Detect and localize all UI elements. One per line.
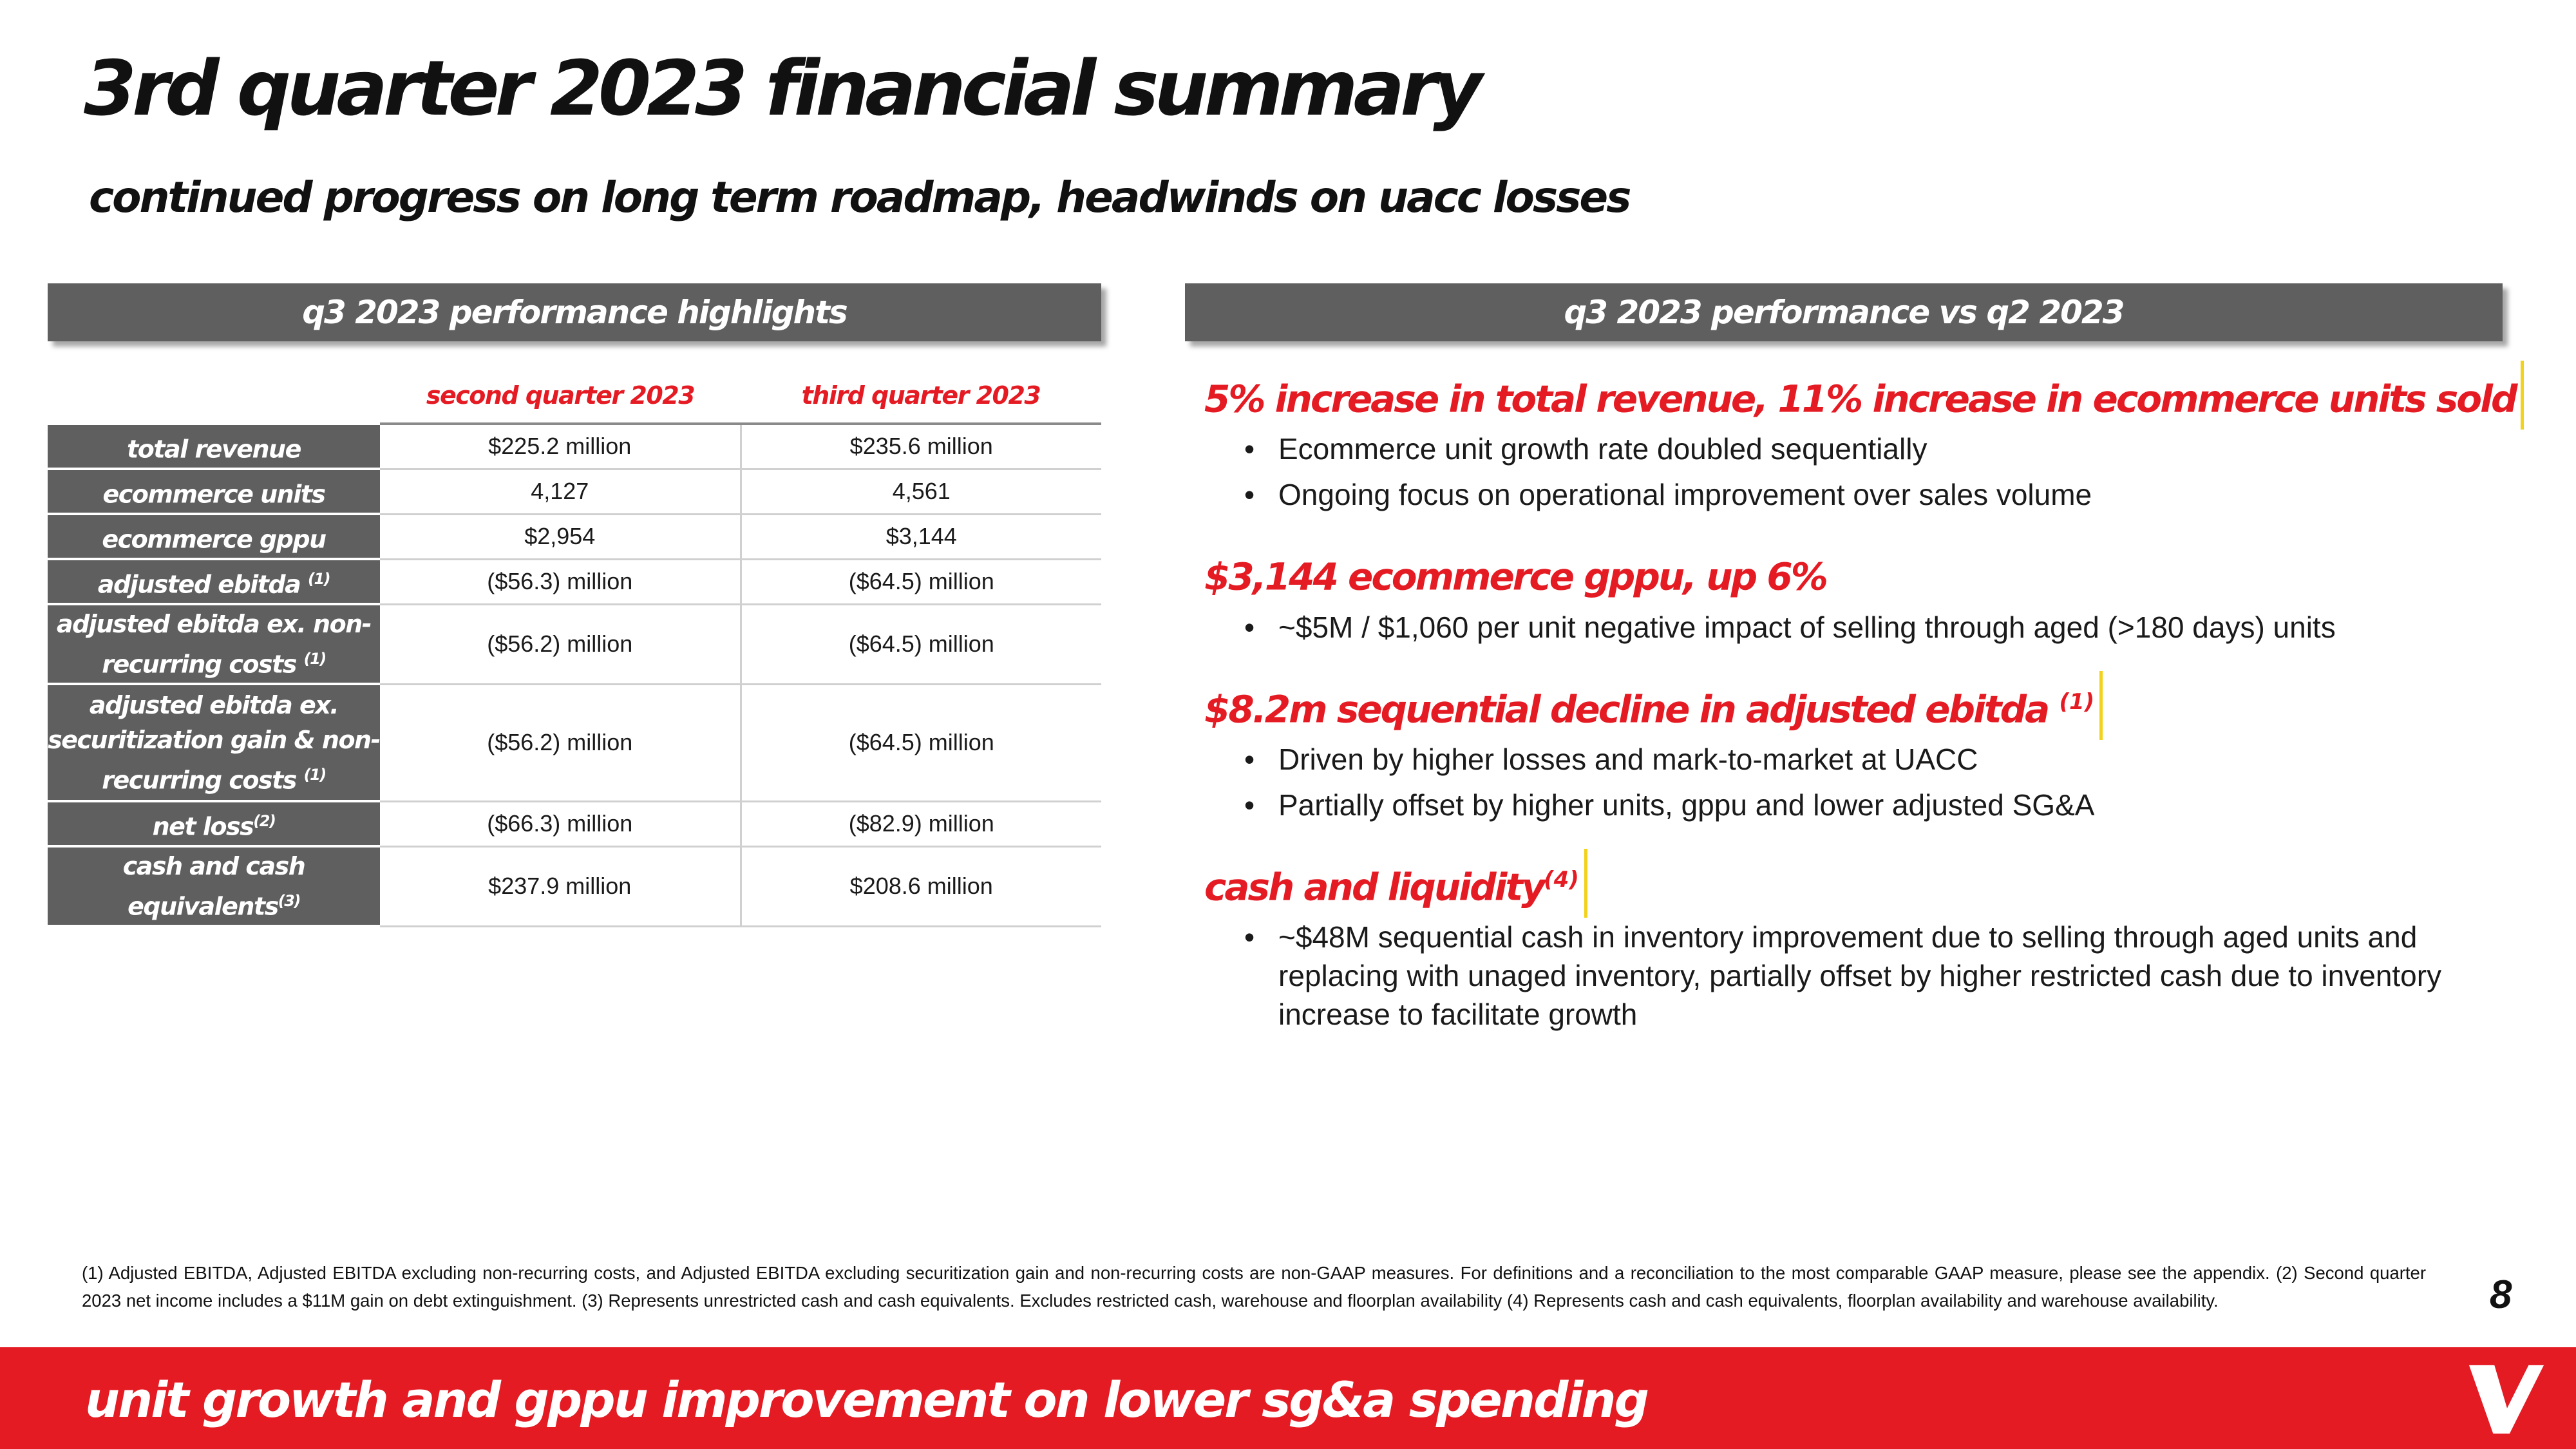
section-revenue [1204, 361, 2516, 514]
row-label-footnote: (1) [308, 569, 330, 588]
q2-value: ($56.3) million [380, 559, 741, 604]
comparison-content [1204, 361, 2516, 1041]
table-corner [48, 368, 380, 424]
table-row [48, 514, 1101, 559]
bullet-list [1204, 608, 2486, 647]
q3-value: $208.6 million [741, 846, 1101, 926]
row-label-text: ecommerce units [102, 480, 325, 509]
bullet-list [1204, 740, 2486, 824]
q2-value: ($56.2) million [380, 604, 741, 684]
column-header-q3: third quarter 2023 [741, 368, 1101, 424]
section-heading-footnote: (1) [2059, 688, 2095, 715]
footer-tagline: unit growth and gppu improvement on lower sg&a spending [85, 1371, 1647, 1428]
page-title: 3rd quarter 2023 financial summary [84, 44, 1479, 133]
q2-value: ($56.2) million [380, 684, 741, 801]
q2-value: 4,127 [380, 469, 741, 514]
q2-value: $237.9 million [380, 846, 741, 926]
page-number: 8 [2490, 1273, 2512, 1317]
section-heading [1204, 849, 1587, 918]
q3-value: ($64.5) million [741, 559, 1101, 604]
q3-value: $235.6 million [741, 424, 1101, 469]
table-row [48, 684, 1101, 801]
row-label [48, 604, 380, 684]
row-label [48, 801, 380, 846]
column-header-q2: second quarter 2023 [380, 368, 741, 424]
q3-value: $3,144 [741, 514, 1101, 559]
section-ebitda [1204, 671, 2486, 824]
table-header-row [48, 368, 1101, 424]
section-heading-footnote: (4) [1544, 866, 1579, 893]
section-heading [1204, 671, 2103, 740]
highlights-table [48, 368, 1101, 927]
table-row [48, 469, 1101, 514]
q2-value: $225.2 million [380, 424, 741, 469]
table-row [48, 801, 1101, 846]
row-label [48, 559, 380, 604]
bullet-item: • Driven by higher losses and mark-to-market at UACC [1204, 740, 2486, 779]
section-heading-text: cash and liquidity [1204, 865, 1544, 909]
bullet-list [1204, 918, 2486, 1034]
comparison-panel-header: q3 2023 performance vs q2 2023 [1185, 283, 2503, 341]
row-label-text: net loss [152, 812, 254, 841]
section-heading-text: $3,144 ecommerce gppu, up 6% [1204, 554, 1826, 599]
highlights-panel-header: q3 2023 performance highlights [48, 283, 1101, 341]
row-label-text: adjusted ebitda [97, 570, 301, 599]
row-label-footnote: (1) [303, 649, 326, 668]
section-gppu [1204, 538, 2486, 646]
section-heading [1204, 361, 2524, 430]
q2-value: ($66.3) million [380, 801, 741, 846]
row-label-text: ecommerce gppu [102, 525, 326, 554]
row-label-text: cash and cash equivalents [122, 851, 305, 921]
section-liquidity [1204, 849, 2486, 1034]
section-heading-text: $8.2m sequential decline in adjusted ebitda [1204, 687, 2049, 731]
q3-value: 4,561 [741, 469, 1101, 514]
bullet-item: • ~$5M / $1,060 per unit negative impact of selling through aged (>180 days) units [1204, 608, 2486, 647]
bullet-item: • ~$48M sequential cash in inventory improvement due to selling through aged units and replacing with unaged inventory, partially offset by higher restricted cash due to inventory increase to facilitate growth [1204, 918, 2486, 1034]
page-subtitle: continued progress on long term roadmap, headwinds on uacc losses [89, 173, 1630, 222]
row-label [48, 684, 380, 801]
row-label-footnote: (3) [278, 891, 300, 910]
row-label-text: total revenue [127, 435, 301, 464]
row-label-text: adjusted ebitda ex. securitization gain & non-recurring costs [48, 690, 380, 795]
bullet-item: • Ecommerce unit growth rate doubled sequentially [1204, 430, 2486, 468]
bullet-item: • Ongoing focus on operational improvement over sales volume [1204, 475, 2486, 514]
row-label-footnote: (2) [253, 811, 276, 830]
table-row [48, 846, 1101, 926]
table-row [48, 424, 1101, 469]
row-label-footnote: (1) [303, 765, 326, 784]
q3-value: ($64.5) million [741, 604, 1101, 684]
table-row [48, 559, 1101, 604]
vroom-logo-icon [2468, 1360, 2544, 1436]
footnote-text: (1) Adjusted EBITDA, Adjusted EBITDA excluding non-recurring costs, and Adjusted EBITDA excluding securitization gain and non-recurring costs are non-GAAP measures. For definitions and a reconciliation to the most comparable GAAP measure, please see the appendix. (2) Second quarter 2023 net income includes a $11M gain on debt extinguishment. (3) Represents unrestricted cash and cash equivalents. Excludes restricted cash, warehouse and floorplan availability (4) Represents cash and cash equivalents, floorplan availability and warehouse availability. [82, 1263, 2426, 1311]
q3-value: ($82.9) million [741, 801, 1101, 846]
row-label [48, 846, 380, 926]
q2-value: $2,954 [380, 514, 741, 559]
footer-bar [0, 1347, 2576, 1449]
row-label-text: adjusted ebitda ex. non-recurring costs [56, 609, 372, 679]
section-heading [1204, 538, 1835, 607]
bullet-item: • Partially offset by higher units, gppu and lower adjusted SG&A [1204, 786, 2486, 824]
bullet-list [1204, 430, 2486, 514]
section-heading-text: 5% increase in total revenue, 11% increase in ecommerce units sold [1204, 377, 2516, 421]
row-label [48, 514, 380, 559]
q3-value: ($64.5) million [741, 684, 1101, 801]
table-row [48, 604, 1101, 684]
row-label [48, 424, 380, 469]
row-label [48, 469, 380, 514]
